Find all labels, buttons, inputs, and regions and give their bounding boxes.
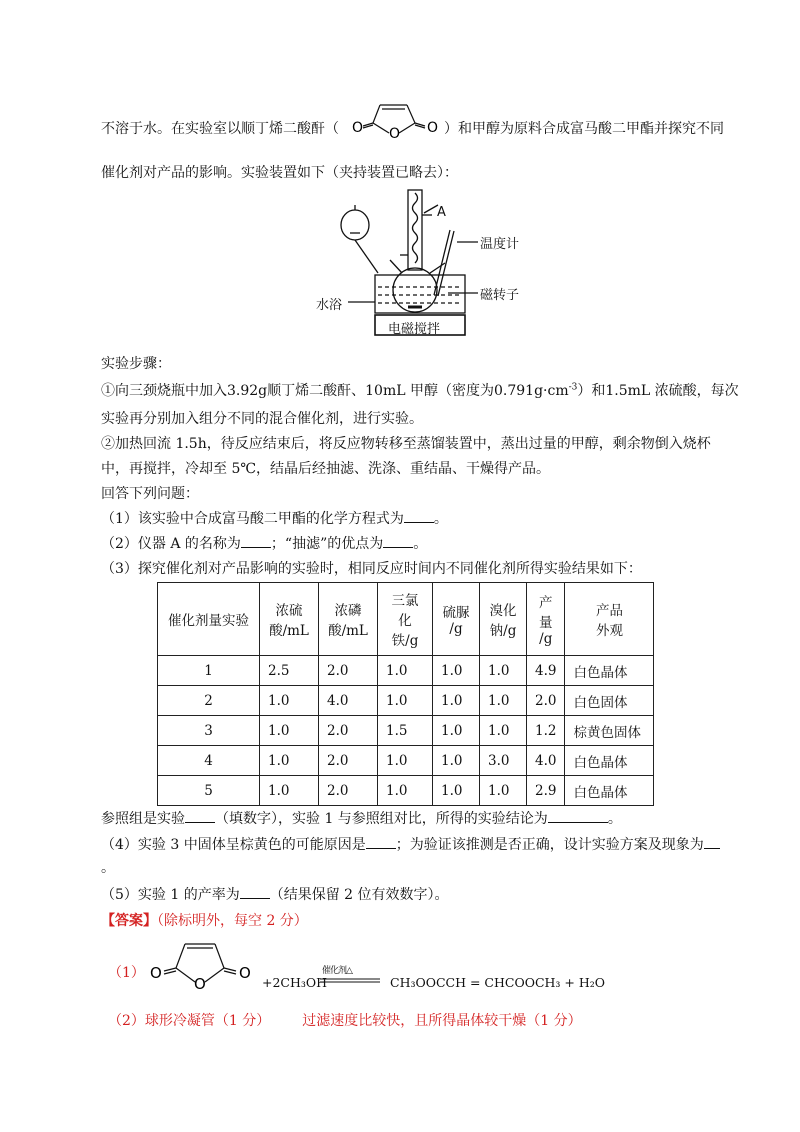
table-row: [158, 656, 654, 686]
table-cell: 4.0: [527, 746, 565, 776]
table-cell: 3.0: [480, 746, 527, 776]
table-cell: 1.0: [260, 686, 319, 716]
table-cell: 白色晶体: [565, 776, 654, 806]
table-row: [158, 746, 654, 776]
answer-blank[interactable]: [704, 836, 720, 849]
label-thermometer: 温度计: [480, 237, 520, 252]
header-cell: 三氯 化 铁/g: [378, 583, 433, 656]
table-cell: 1: [158, 656, 260, 686]
table-cell: 1.0: [378, 776, 433, 806]
answer-blank[interactable]: [185, 810, 215, 823]
table-cell: 1.0: [260, 746, 319, 776]
header-cell: 产 量 /g: [527, 583, 565, 656]
step-1-line-2: 实验再分别加入组分不同的混合催化剂，进行实验。: [101, 411, 423, 427]
table-row: [158, 686, 654, 716]
table-row: [158, 716, 654, 746]
label-stirrer: 电磁搅拌: [388, 322, 441, 337]
table-cell: 1.0: [433, 716, 480, 746]
answer-1-maleic-anhydride: [140, 932, 265, 994]
header-cell: 催化剂量实验: [158, 583, 260, 656]
table-header-row: [158, 583, 654, 656]
answer-2: （2）球形冷凝管（1 分） 过滤速度比较快，且所得晶体较干燥（1 分）: [108, 1013, 582, 1029]
steps-heading: 实验步骤：: [101, 356, 171, 372]
table-cell: 1.0: [480, 656, 527, 686]
svg-text:O: O: [427, 120, 439, 136]
answer-blank[interactable]: [366, 836, 396, 849]
table-cell: 1.5: [378, 716, 433, 746]
table-cell: 白色晶体: [565, 746, 654, 776]
svg-text:O: O: [352, 120, 364, 136]
table-cell: 2.9: [527, 776, 565, 806]
table-cell: 2.5: [260, 656, 319, 686]
question-1: （1）该实验中合成富马酸二甲酯的化学方程式为 。: [101, 511, 448, 527]
header-cell: 硫脲 /g: [433, 583, 480, 656]
results-table: [157, 582, 654, 806]
label-a: A: [437, 205, 446, 220]
step-2-line-2: 中，再搅拌，冷却至 5℃，结晶后经抽滤、洗涤、重结晶、干燥得产品。: [101, 461, 551, 477]
questions-heading: 回答下列问题：: [101, 486, 199, 502]
table-cell: 2.0: [319, 776, 378, 806]
answer-1-reagent: +2CH₃OH: [262, 975, 328, 990]
header-cell: 浓磷 酸/mL: [319, 583, 378, 656]
table-cell: 1.0: [260, 716, 319, 746]
table-cell: 2: [158, 686, 260, 716]
svg-text:O: O: [389, 126, 401, 140]
table-cell: 1.0: [480, 716, 527, 746]
table-cell: 1.0: [433, 776, 480, 806]
table-cell: 1.0: [433, 656, 480, 686]
table-cell: 2.0: [319, 716, 378, 746]
table-cell: 3: [158, 716, 260, 746]
table-cell: 棕黄色固体: [565, 716, 654, 746]
table-cell: 1.0: [433, 746, 480, 776]
table-cell: 1.0: [433, 686, 480, 716]
intro-line-1: 不溶于水。在实验室以顺丁烯二酸酐（ ）和甲醇为原料合成富马酸二甲酯并探究不同: [101, 121, 724, 137]
svg-text:O: O: [194, 975, 206, 993]
answer-blank[interactable]: [548, 810, 608, 823]
question-3-followup: 参照组是实验 （填数字），实验 1 与参照组对比，所得的实验结论为 。: [101, 811, 622, 827]
reaction-arrow-icon: [320, 977, 384, 985]
label-stir-bar: 磁转子: [480, 288, 520, 303]
answer-1-label: （1）: [108, 965, 145, 981]
table-cell: 4.0: [319, 686, 378, 716]
table-cell: 1.2: [527, 716, 565, 746]
label-water-bath: 水浴: [316, 298, 343, 313]
table-cell: 1.0: [378, 686, 433, 716]
answer-blank[interactable]: [383, 535, 413, 548]
table-row: [158, 776, 654, 806]
table-cell: 2.0: [319, 746, 378, 776]
answer-blank[interactable]: [240, 886, 270, 899]
table-cell: 1.0: [260, 776, 319, 806]
step-1-line-1: ①向三颈烧瓶中加入3.92g顺丁烯二酸酐、10mL 甲醇（密度为$0.791g\cdot cm^{-3}$）和1.5mL 浓硫酸，每次: [101, 382, 739, 399]
step-2-line-1: ②加热回流 1.5h，待反应结束后，将反应物转移至蒸馏装置中，蒸出过量的甲醇，剩余物倒入烧杯: [101, 436, 711, 452]
answer-blank[interactable]: [241, 535, 271, 548]
table-cell: 1.0: [378, 746, 433, 776]
svg-text:O: O: [239, 964, 251, 982]
answer-blank[interactable]: [404, 510, 434, 523]
table-cell: 2.0: [527, 686, 565, 716]
table-cell: 白色固体: [565, 686, 654, 716]
question-2: （2）仪器 A 的名称为 ；“抽滤”的优点为 。: [101, 536, 428, 552]
header-cell: 产品 外观: [565, 583, 654, 656]
table-cell: 4.9: [527, 656, 565, 686]
table-cell: 白色晶体: [565, 656, 654, 686]
table-cell: 4: [158, 746, 260, 776]
intro-line-2: 催化剂对产品的影响。实验装置如下（夹持装置已略去）：: [101, 165, 458, 181]
table-cell: 1.0: [480, 686, 527, 716]
maleic-anhydride-structure: [345, 95, 450, 140]
table-cell: 5: [158, 776, 260, 806]
answer-1-condition: 催化剂△: [322, 966, 352, 976]
question-4-end: 。: [101, 860, 115, 876]
table-cell: 2.0: [319, 656, 378, 686]
question-4: （4）实验 3 中固体呈棕黄色的可能原因是 ；为验证该推测是否正确，设计实验方案及现象为: [101, 834, 720, 854]
svg-text:O: O: [150, 964, 162, 982]
question-5: （5）实验 1 的产率为 （结果保留 2 位有效数字）。: [101, 887, 449, 903]
answer-1-product: CH₃OOCCH = CHCOOCH₃ + H₂O: [390, 975, 606, 990]
header-cell: 溴化 钠/g: [480, 583, 527, 656]
table-cell: 1.0: [378, 656, 433, 686]
question-3: （3）探究催化剂对产品影响的实验时，相同反应时间内不同催化剂所得实验结果如下：: [101, 561, 642, 577]
table-cell: 1.0: [480, 776, 527, 806]
header-cell: 浓硫 酸/mL: [260, 583, 319, 656]
answer-header: 【答案】（除标明外，每空 2 分）: [101, 913, 308, 929]
